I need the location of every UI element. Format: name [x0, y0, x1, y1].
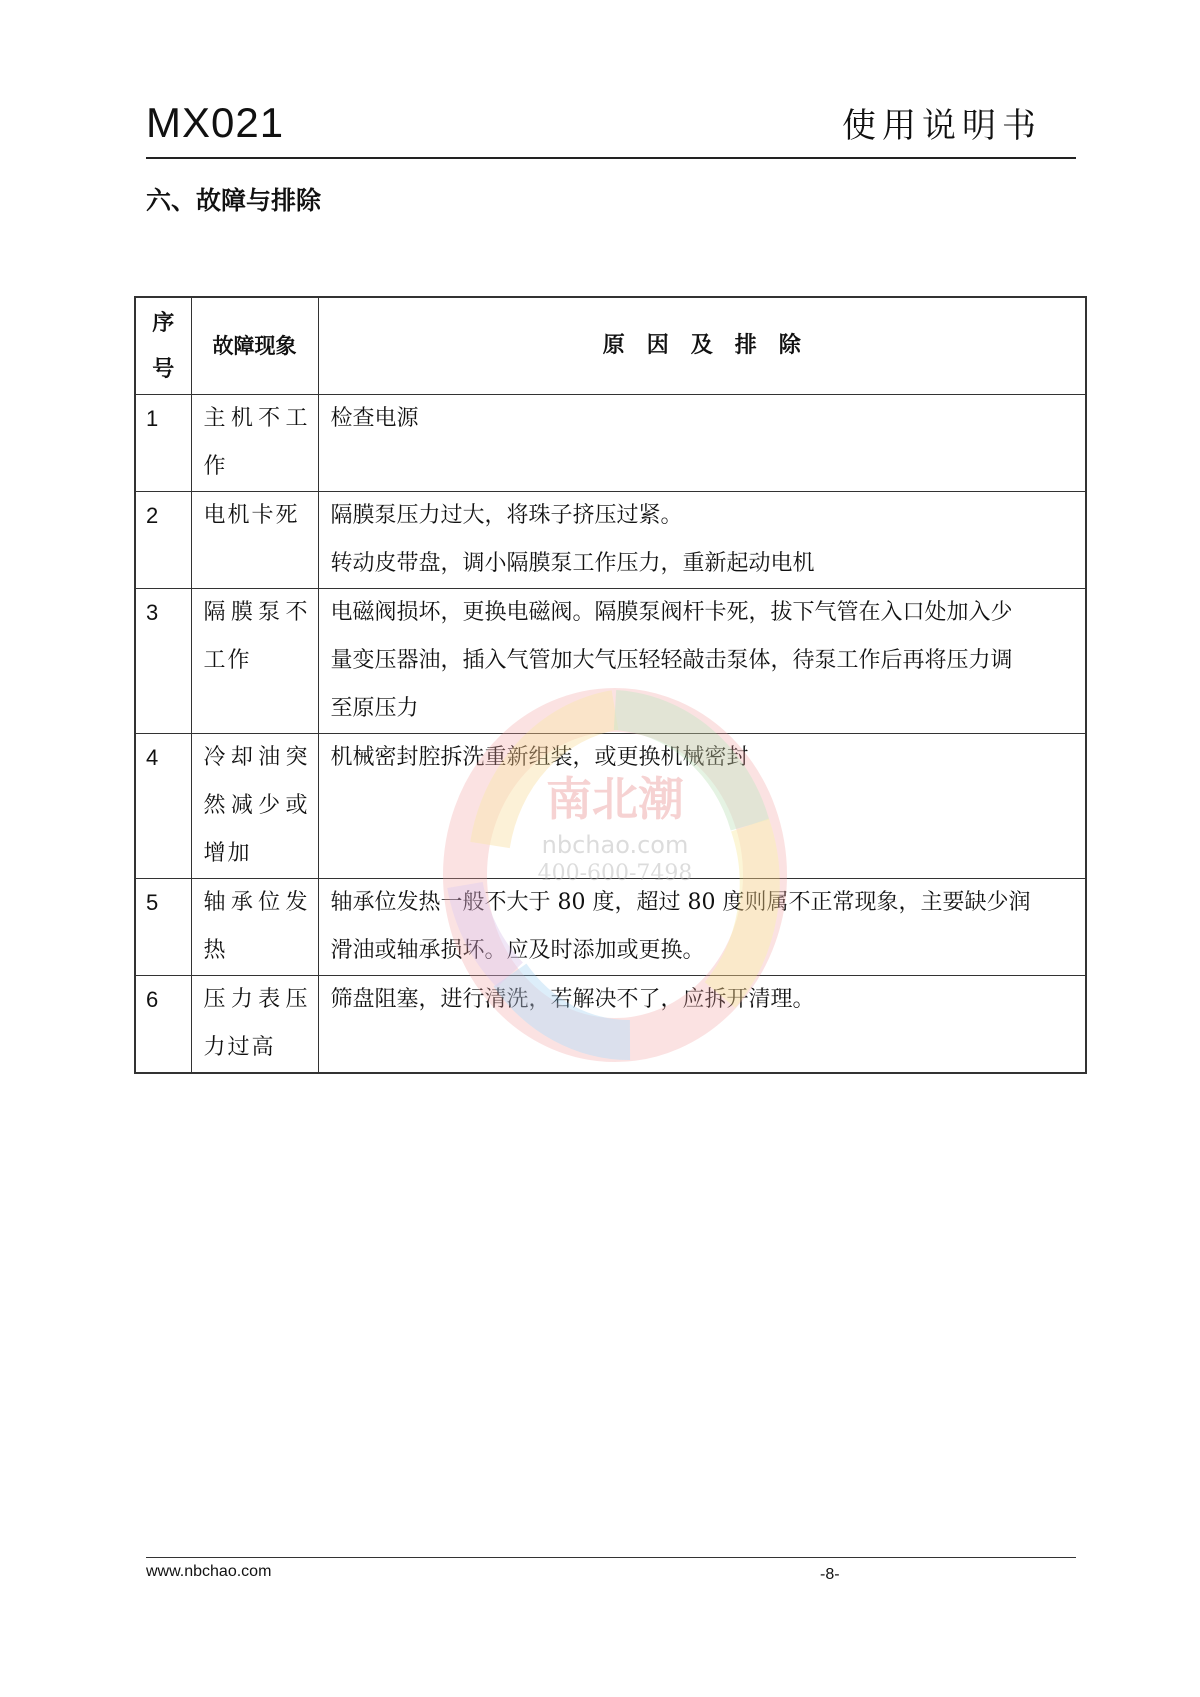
symptom-line: 增加	[203, 840, 252, 866]
watermark-site: nbchao.com	[541, 831, 689, 859]
document-title: 使用说明书	[842, 106, 1042, 146]
cause-line: 至原压力	[330, 695, 419, 721]
row-fault-symptom	[191, 588, 318, 733]
symptom-line: 作	[203, 453, 228, 479]
symptom-line: 电机卡死	[203, 502, 300, 528]
symptom-line: 压力表压	[203, 986, 310, 1012]
row-cause-and-remedy	[318, 878, 1086, 975]
page-number: -8-	[820, 1566, 840, 1583]
footer-url: www.nbchao.com	[146, 1563, 272, 1580]
row-cause-and-remedy	[318, 975, 1086, 1073]
watermark-brand: 南北潮	[546, 772, 684, 826]
row-fault-symptom	[191, 975, 318, 1073]
table-header-row	[135, 297, 1086, 394]
row-serial-number: 6	[135, 975, 191, 1073]
symptom-line: 工作	[203, 647, 252, 673]
table-row	[135, 733, 1086, 878]
cause-line: 检查电源	[330, 405, 419, 431]
symptom-line: 然减少或	[203, 792, 310, 818]
row-serial-number: 3	[135, 588, 191, 733]
cause-line: 量变压器油，插入气管加大气压轻轻敲击泵体，待泵工作后再将压力调	[330, 647, 1013, 673]
cause-line: 机械密封腔拆洗重新组装，或更换机械密封	[330, 744, 749, 770]
row-fault-symptom	[191, 394, 318, 491]
symptom-line: 主机不工	[203, 405, 310, 431]
cause-line: 电磁阀损坏，更换电磁阀。隔膜泵阀杆卡死，拔下气管在入口处加入少	[330, 599, 1013, 625]
table-row	[135, 975, 1086, 1073]
row-cause-and-remedy	[318, 491, 1086, 588]
header-divider	[146, 157, 1076, 159]
row-serial-number: 1	[135, 394, 191, 491]
cause-line: 转动皮带盘，调小隔膜泵工作压力，重新起动电机	[330, 550, 815, 576]
row-cause-and-remedy	[318, 394, 1086, 491]
header-cause-and-remedy: 原 因 及 排 除	[318, 297, 1086, 394]
cause-line: 隔膜泵压力过大，将珠子挤压过紧。	[330, 502, 683, 528]
cause-line: 筛盘阻塞，进行清洗，若解决不了，应拆开清理。	[330, 986, 815, 1012]
table-row	[135, 491, 1086, 588]
symptom-line: 隔膜泵不	[203, 599, 310, 625]
header-fault-symptom: 故障现象	[191, 297, 318, 394]
row-serial-number: 5	[135, 878, 191, 975]
table-row	[135, 588, 1086, 733]
row-fault-symptom	[191, 491, 318, 588]
symptom-line: 热	[203, 937, 228, 963]
section-heading: 六、故障与排除	[146, 186, 322, 215]
footer-divider	[146, 1557, 1076, 1558]
header-serial-number-text: 序 号	[152, 310, 175, 382]
row-serial-number: 4	[135, 733, 191, 878]
header-serial-number	[135, 297, 191, 394]
row-fault-symptom	[191, 878, 318, 975]
watermark-phone: 400-600-7498	[537, 861, 693, 886]
table-body	[135, 394, 1086, 1073]
troubleshooting-table	[134, 296, 1087, 1074]
table-row	[135, 394, 1086, 491]
symptom-line: 冷却油突	[203, 744, 310, 770]
cause-line: 轴承位发热一般不大于 80 度，超过 80 度则属不正常现象，主要缺少润	[330, 889, 1031, 915]
row-fault-symptom	[191, 733, 318, 878]
cause-line: 滑油或轴承损坏。应及时添加或更换。	[330, 937, 705, 963]
document-model: MX021	[146, 99, 285, 146]
row-cause-and-remedy	[318, 733, 1086, 878]
row-cause-and-remedy	[318, 588, 1086, 733]
row-serial-number: 2	[135, 491, 191, 588]
symptom-line: 力过高	[203, 1034, 276, 1060]
symptom-line: 轴承位发	[203, 889, 310, 915]
table-row	[135, 878, 1086, 975]
